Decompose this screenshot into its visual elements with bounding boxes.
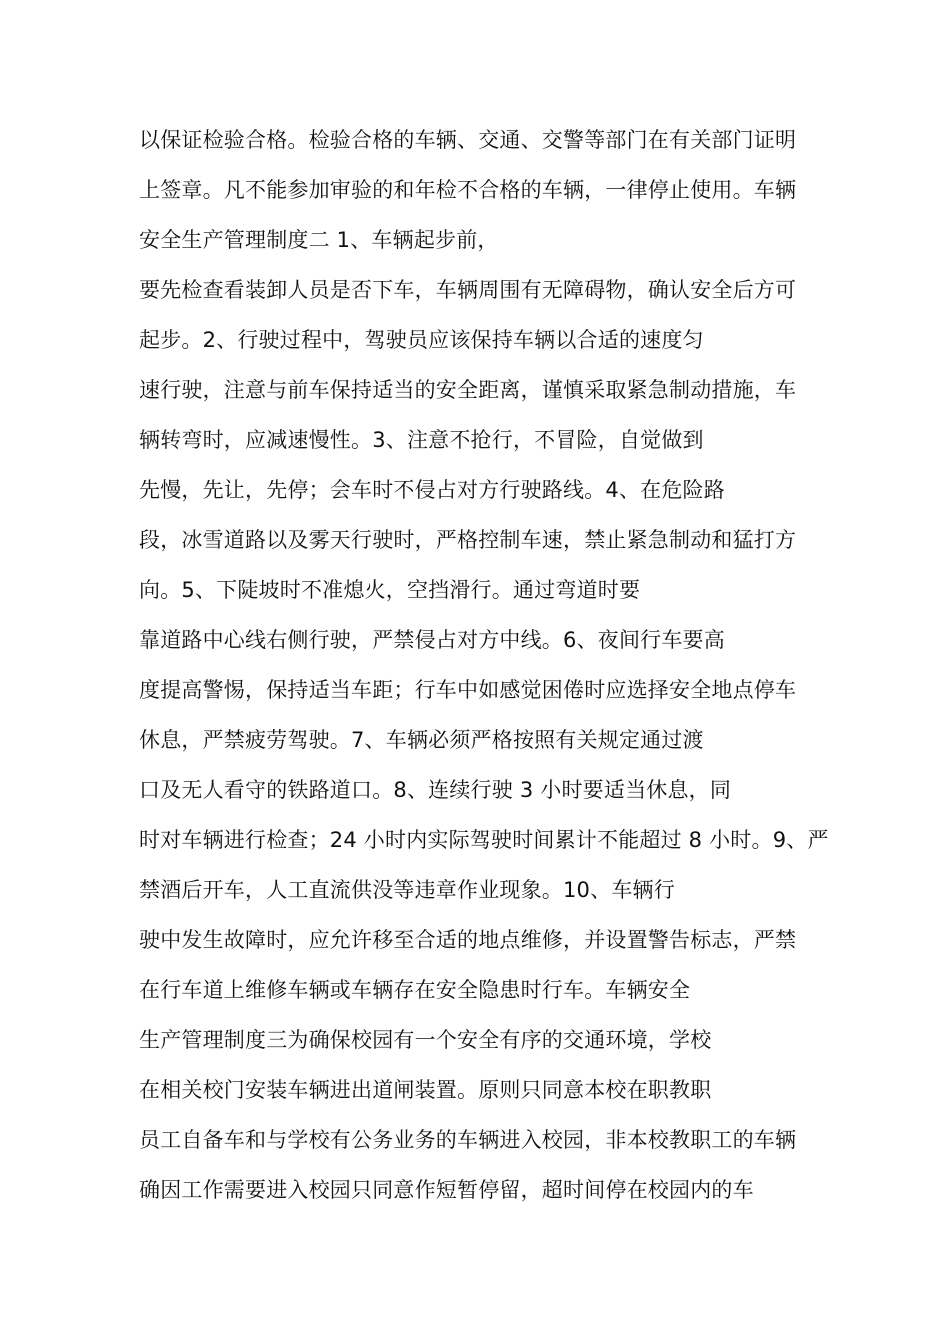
text-line: 在相关校门安装车辆进出道闸装置。原则只同意本校在职教职: [139, 1078, 712, 1102]
text-line: 起步。2、行驶过程中，驾驶员应该保持车辆以合适的速度匀: [139, 328, 704, 352]
text-line: 口及无人看守的铁路道口。8、连续行驶 3 小时要适当休息，同: [139, 778, 732, 802]
text-line: 要先检查看装卸人员是否下车，车辆周围有无障碍物，确认安全后方可: [139, 278, 797, 302]
text-line: 上签章。凡不能参加审验的和年检不合格的车辆，一律停止使用。车辆: [139, 178, 797, 202]
text-line: 安全生产管理制度二 1、车辆起步前，: [139, 228, 499, 252]
text-line: 先慢，先让，先停；会车时不侵占对方行驶路线。4、在危险路: [139, 478, 725, 502]
text-line: 时对车辆进行检查；24 小时内实际驾驶时间累计不能超过 8 小时。9、严: [139, 828, 829, 852]
text-line: 确因工作需要进入校园只同意作短暂停留，超时间停在校园内的车: [139, 1178, 754, 1202]
text-line: 度提高警惕，保持适当车距；行车中如感觉困倦时应选择安全地点停车: [139, 678, 797, 702]
text-line: 生产管理制度三为确保校园有一个安全有序的交通环境，学校: [139, 1028, 712, 1052]
text-line: 辆转弯时，应减速慢性。3、注意不抢行，不冒险，自觉做到: [139, 428, 704, 452]
text-line: 速行驶，注意与前车保持适当的安全距离，谨慎采取紧急制动措施，车: [139, 378, 797, 402]
text-line: 禁酒后开车，人工直流供没等违章作业现象。10、车辆行: [139, 878, 675, 902]
text-line: 段，冰雪道路以及雾天行驶时，严格控制车速，禁止紧急制动和猛打方: [139, 528, 797, 552]
text-line: 驶中发生故障时，应允许移至合适的地点维修，并设置警告标志，严禁: [139, 928, 797, 952]
text-line: 在行车道上维修车辆或车辆存在安全隐患时行车。车辆安全: [139, 978, 691, 1002]
text-line: 向。5、下陡坡时不准熄火，空挡滑行。通过弯道时要: [139, 578, 641, 602]
text-line: 休息，严禁疲劳驾驶。7、车辆必须严格按照有关规定通过渡: [139, 728, 704, 752]
text-line: 员工自备车和与学校有公务业务的车辆进入校园，非本校教职工的车辆: [139, 1128, 797, 1152]
text-line: 靠道路中心线右侧行驶，严禁侵占对方中线。6、夜间行车要高: [139, 628, 725, 652]
document-body-text: [139, 121, 829, 1221]
text-line: 以保证检验合格。检验合格的车辆、交通、交警等部门在有关部门证明: [139, 128, 797, 152]
